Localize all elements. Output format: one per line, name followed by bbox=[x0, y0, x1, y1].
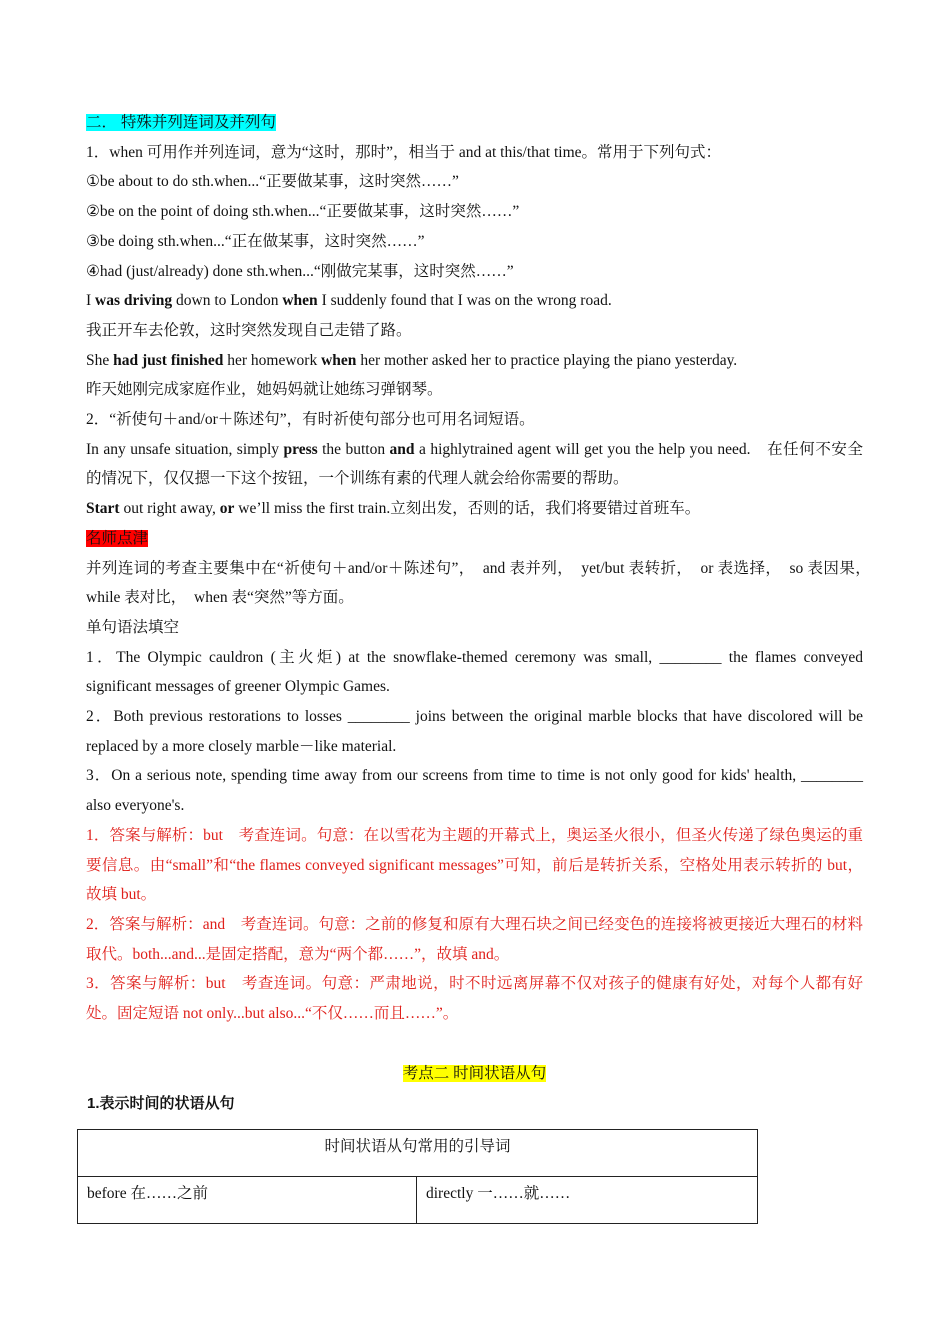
document-body bbox=[86, 108, 879, 1118]
question-3: 3．On a serious note, spending time away from our screens from time to time is not only good for kids' health, ________ also everyone's. bbox=[86, 767, 863, 815]
section-heading: 二． 特殊并列连词及并列句 bbox=[86, 114, 276, 131]
table-cell-directly: directly 一……就…… bbox=[417, 1177, 758, 1224]
example-sentence-2: She had just finished her homework when her mother asked her to practice playing the piano yesterday. bbox=[86, 351, 738, 369]
teacher-tips-text: 并列连词的考查主要集中在“祈使句＋and/or＋陈述句”， and 表并列， yet/but 表转折， or 表选择， so 表因果， while 表对比， when 表“突然”等方面。 bbox=[86, 559, 879, 607]
pattern-1: ①be about to do sth.when...“正要做某事，这时突然……” bbox=[86, 173, 459, 191]
example-sentence-3: In any unsafe situation, simply press the button and a highlytrained agent will get you the help you need. 在任何不安全的情况下，仅仅摁一下这个按钮，一个训练有素的代理人就会给你需要的帮助。 bbox=[86, 440, 863, 488]
pattern-2: ②be on the point of doing sth.when...“正要做某事，这时突然……” bbox=[86, 203, 520, 221]
pattern-3: ③be doing sth.when...“正在做某事，这时突然……” bbox=[86, 232, 425, 250]
conjunction-table bbox=[77, 1129, 758, 1224]
example-sentence-1: I was driving down to London when I suddenly found that I was on the wrong road. bbox=[86, 292, 612, 310]
table-row bbox=[78, 1177, 758, 1224]
example-translation-2: 昨天她刚完成家庭作业，她妈妈就让她练习弹钢琴。 bbox=[86, 381, 443, 399]
point-2-title: 考点二 时间状语从句 bbox=[402, 1064, 547, 1082]
answer-3: 3．答案与解析：but 考查连词。句意：严肃地说，时不时远离屏幕不仅对孩子的健康有好处，对每个人都有好处。固定短语 not only...but also...“不仅……而且……”。 bbox=[86, 975, 863, 1023]
spacer bbox=[86, 1029, 863, 1059]
rule-paragraph-2: 2．“祈使句＋and/or＋陈述句”，有时祈使句部分也可用名词短语。 bbox=[86, 411, 535, 429]
question-1: 1．The Olympic cauldron (主火炬) at the snowflake-themed ceremony was small, ________ the flames conveyed significant messages of greener Olympic Games. bbox=[86, 648, 863, 696]
exercise-title: 单句语法填空 bbox=[86, 618, 180, 636]
question-2: 2．Both previous restorations to losses ________ joins between the original marble blocks that have discolored will be replaced by a more closely marble－like material. bbox=[86, 708, 863, 755]
point-2-subheading: 1.表示时间的状语从句 bbox=[87, 1094, 235, 1112]
rule-paragraph-1: 1．when 可用作并列连词，意为“这时，那时”，相当于 and at this/that time。常用于下列句式： bbox=[86, 143, 722, 161]
table-header-row bbox=[78, 1130, 758, 1177]
pattern-4: ④had (just/already) done sth.when...“刚做完某事，这时突然……” bbox=[86, 262, 514, 280]
teacher-tips-label: 名师点津 bbox=[86, 529, 149, 547]
example-sentence-4: Start out right away, or we’ll miss the first train.立刻出发，否则的话，我们将要错过首班车。 bbox=[86, 500, 701, 518]
table-header-cell: 时间状语从句常用的引导词 bbox=[78, 1130, 758, 1177]
answer-2: 2．答案与解析：and 考查连词。句意：之前的修复和原有大理石块之间已经变色的连接将被更接近大理石的材料取代。both...and...是固定搭配，意为“两个都……”，故填 and。 bbox=[86, 915, 863, 963]
answer-1: 1．答案与解析：but 考查连词。句意：在以雪花为主题的开幕式上，奥运圣火很小，但圣火传递了绿色奥运的重要信息。由“small”和“the flames conveyed significant messages”可知，前后是转折关系，空格处用表示转折的 but，故填 but。 bbox=[86, 826, 863, 904]
table-cell-before: before 在……之前 bbox=[78, 1177, 417, 1224]
example-translation-1: 我正开车去伦敦，这时突然发现自己走错了路。 bbox=[86, 321, 412, 339]
